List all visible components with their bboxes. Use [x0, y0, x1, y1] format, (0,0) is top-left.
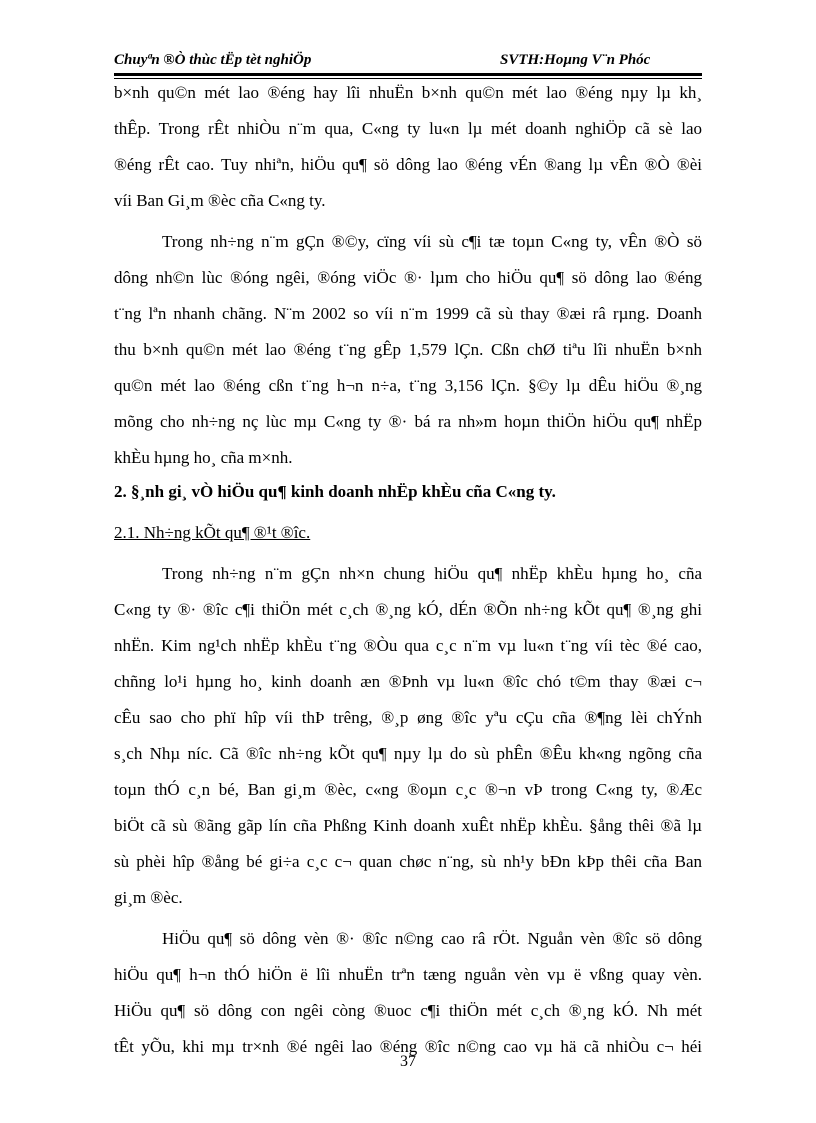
- paragraph-first-line: Trong nh÷ng n¨m gÇn nh×n chung hiÖu qu¶ nhËp khÈu hµng ho¸ cña: [162, 564, 702, 583]
- body-line: s¸ch Nhµ níc. Cã ®îc nh÷ng kÕt qu¶ nµy lµ do sù phÊn ®Êu kh«ng ngõng cña: [114, 744, 702, 763]
- body-line: HiÖu qu¶ sö dông con ngêi còng ®uoc c¶i thiÖn mét c¸ch ®¸ng kÓ. Nh mét: [114, 1001, 702, 1020]
- body-line: mõng cho nh÷ng nç lùc mµ C«ng ty ®· bá ra nh»m hoµn thiÖn hiÖu qu¶ nhËp: [114, 412, 702, 431]
- body-line: ®éng rÊt cao. Tuy nhiªn, hiÖu qu¶ sö dông lao ®éng vÉn ®ang lµ vÊn ®Ò ®èi: [114, 155, 702, 174]
- page-header: [114, 50, 702, 72]
- body-line: chñng lo¹i hµng ho¸ kinh doanh æn ®Þnh vµ lu«n ®îc chó t©m thay ®æi c¬: [114, 672, 702, 691]
- paragraph-first-line: Trong nh÷ng n¨m gÇn ®©y, cïng víi sù c¶i tæ toµn C«ng ty, vÊn ®Ò sö: [162, 232, 702, 251]
- section-heading: 2. §¸nh gi¸ vÒ hiÖu qu¶ kinh doanh nhËp khÈu cña C«ng ty.: [114, 482, 556, 501]
- body-line: nhËn. Kim ng¹ch nhËp khÈu t¨ng ®Òu qua c¸c n¨m vµ lu«n t¨ng víi tèc ®é cao,: [114, 636, 702, 655]
- body-line: dông nh©n lùc ®óng ngêi, ®óng viÖc ®· lµm cho hiÖu qu¶ sö dông lao ®éng: [114, 268, 702, 287]
- body-line: khÈu hµng ho¸ cña m×nh.: [114, 448, 293, 467]
- header-author: SVTH:Hoµng V¨n Phóc: [500, 52, 651, 68]
- body-line: C«ng ty ®· ®îc c¶i thiÖn mét c¸ch ®¸ng kÓ, dÉn ®Õn nh÷ng kÕt qu¶ ®¸ng ghi: [114, 600, 702, 619]
- page-number: 37: [400, 1053, 416, 1070]
- body-line: t¨ng lªn nhanh chãng. N¨m 2002 so víi n¨m 1999 cã sù thay ®æi râ rµng. Doanh: [114, 304, 702, 323]
- body-line: víi Ban Gi¸m ®èc cña C«ng ty.: [114, 191, 326, 210]
- header-document-title: Chuyªn ®Ò thùc tËp tèt nghiÖp: [114, 52, 312, 68]
- body-line: tÊt yÕu, khi mµ tr×nh ®é ngêi lao ®éng ®îc n©ng cao vµ hä cã nhiÒu c¬ héi: [114, 1037, 702, 1056]
- header-rule-thin: [114, 78, 702, 79]
- body-line: biÖt cã sù ®ãng gãp lín cña Phßng Kinh doanh xuÊt nhËp khÈu. §ång thêi ®ã lµ: [114, 816, 702, 835]
- body-line: gi¸m ®èc.: [114, 888, 183, 907]
- body-line: b×nh qu©n mét lao ®éng hay lîi nhuËn b×nh qu©n mét lao ®éng nµy lµ kh¸: [114, 83, 702, 102]
- paragraph-first-line: HiÖu qu¶ sö dông vèn ®· ®îc n©ng cao râ rÖt. Nguån vèn ®îc sö dông: [162, 929, 702, 948]
- body-line: thÊp. Trong rÊt nhiÒu n¨m qua, C«ng ty lu«n lµ mét doanh nghiÖp cã sè lao: [114, 119, 702, 138]
- body-line: hiÖu qu¶ h¬n thÓ hiÖn ë lîi nhuËn trªn tæng nguån vèn vµ ë vßng quay vèn.: [114, 965, 702, 984]
- body-line: thu b×nh qu©n mét lao ®éng t¨ng gÊp 1,579 lÇn. Cßn chØ tiªu lîi nhuËn b×nh: [114, 340, 702, 359]
- subsection-heading: 2.1. Nh÷ng kÕt qu¶ ®¹t ®îc.: [114, 523, 311, 542]
- body-line: toµn thÓ c¸n bé, Ban gi¸m ®èc, c«ng ®oµn c¸c ®¬n vÞ trong C«ng ty, ®Æc: [114, 780, 702, 799]
- body-line: cÊu sao cho phï hîp víi thÞ trêng, ®¸p øng ®îc yªu cÇu cña ®¶ng lèi chÝnh: [114, 708, 702, 727]
- body-line: qu©n mét lao ®éng cßn t¨ng h¬n n÷a, t¨ng 3,156 lÇn. §©y lµ dÊu hiÖu ®¸ng: [114, 376, 702, 395]
- body-line: sù phèi hîp ®ång bé gi÷a c¸c c¬ quan chøc n¨ng, sù nh¹y bÐn kÞp thêi cña Ban: [114, 852, 702, 871]
- header-rule-thick: [114, 73, 702, 76]
